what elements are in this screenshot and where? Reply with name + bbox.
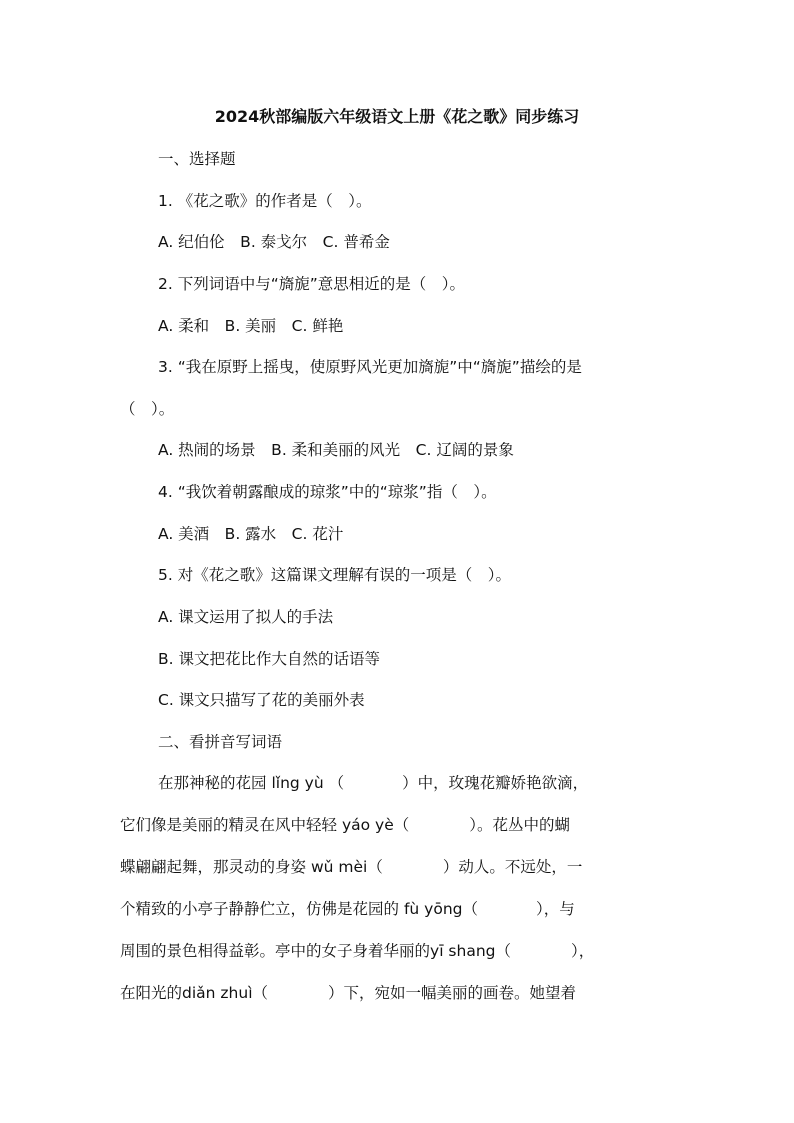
passage-text: ）下，宛如一幅美丽的画卷。她望着 bbox=[328, 984, 577, 1002]
passage-text: ）， bbox=[571, 942, 595, 960]
question-3-stem-line1: 3. “我在原野上摇曳，使原野风光更加旖旎”中“旖旎”描绘的是 bbox=[158, 358, 582, 376]
blank-open: （ bbox=[328, 774, 345, 792]
pinyin-prompt: fù yōng bbox=[403, 900, 463, 918]
passage-text: ）。花丛中的蝴 bbox=[469, 816, 571, 834]
section-heading-pinyin: 二、看拼音写词语 bbox=[158, 733, 283, 751]
question-5-stem: 5. 对《花之歌》这篇课文理解有误的一项是（ ）。 bbox=[158, 566, 511, 584]
question-2-options: A. 柔和 B. 美丽 C. 鲜艳 bbox=[158, 317, 344, 335]
passage-text: ）中，玫瑰花瓣娇艳欲滴， bbox=[402, 774, 589, 792]
question-5-option-a: A. 课文运用了拟人的手法 bbox=[158, 608, 334, 626]
passage-text: 它们像是美丽的精灵在风中轻轻 bbox=[120, 816, 338, 834]
question-4-options: A. 美酒 B. 露水 C. 花汁 bbox=[158, 525, 344, 543]
pinyin-prompt: yáo yè bbox=[341, 816, 394, 834]
passage-text: 蝶翩翩起舞，那灵动的身姿 bbox=[120, 858, 307, 876]
blank-open: （ bbox=[393, 816, 410, 834]
question-1-stem: 1. 《花之歌》的作者是（ ）。 bbox=[158, 192, 372, 210]
pinyin-prompt: wǔ mèi bbox=[310, 858, 368, 876]
question-3-stem-line2: （ ）。 bbox=[120, 400, 175, 418]
blank-open: （ bbox=[367, 858, 383, 876]
blank-open: （ bbox=[462, 900, 478, 918]
passage-text: ）动人。不远处，一 bbox=[442, 858, 583, 876]
question-4-stem: 4. “我饮着朝露酿成的琼浆”中的“琼浆”指（ ）。 bbox=[158, 483, 497, 501]
passage-line-2 bbox=[120, 814, 570, 836]
passage-line-3 bbox=[120, 856, 582, 878]
section-heading-choice: 一、选择题 bbox=[158, 150, 236, 168]
passage-text: 个精致的小亭子静静伫立，仿佛是花园的 bbox=[120, 900, 400, 918]
passage-line-1 bbox=[158, 772, 588, 794]
blank-open: （ bbox=[252, 984, 269, 1002]
passage-line-5 bbox=[120, 940, 594, 962]
passage-text: ），与 bbox=[536, 900, 575, 918]
question-3-options: A. 热闹的场景 B. 柔和美丽的风光 C. 辽阔的景象 bbox=[158, 441, 514, 459]
blank-open: （ bbox=[495, 942, 511, 960]
pinyin-prompt: yī shang bbox=[430, 942, 496, 960]
passage-text: 在阳光的 bbox=[120, 984, 183, 1002]
page-title: 2024秋部编版六年级语文上册《花之歌》同步练习 bbox=[214, 107, 580, 126]
passage-text: 在那神秘的花园 bbox=[158, 774, 267, 792]
question-1-options: A. 纪伯伦 B. 泰戈尔 C. 普希金 bbox=[158, 233, 390, 251]
pinyin-prompt: diǎn zhuì bbox=[182, 984, 253, 1002]
question-5-option-b: B. 课文把花比作大自然的话语等 bbox=[158, 650, 380, 668]
passage-line-6 bbox=[120, 982, 576, 1004]
question-5-option-c: C. 课文只描写了花的美丽外表 bbox=[158, 691, 365, 709]
pinyin-prompt: lǐng yù bbox=[271, 774, 324, 792]
passage-line-4 bbox=[120, 898, 575, 920]
question-2-stem: 2. 下列词语中与“旖旎”意思相近的是（ ）。 bbox=[158, 275, 466, 293]
passage-text: 周围的景色相得益彰。亭中的女子身着华丽的 bbox=[120, 942, 431, 960]
